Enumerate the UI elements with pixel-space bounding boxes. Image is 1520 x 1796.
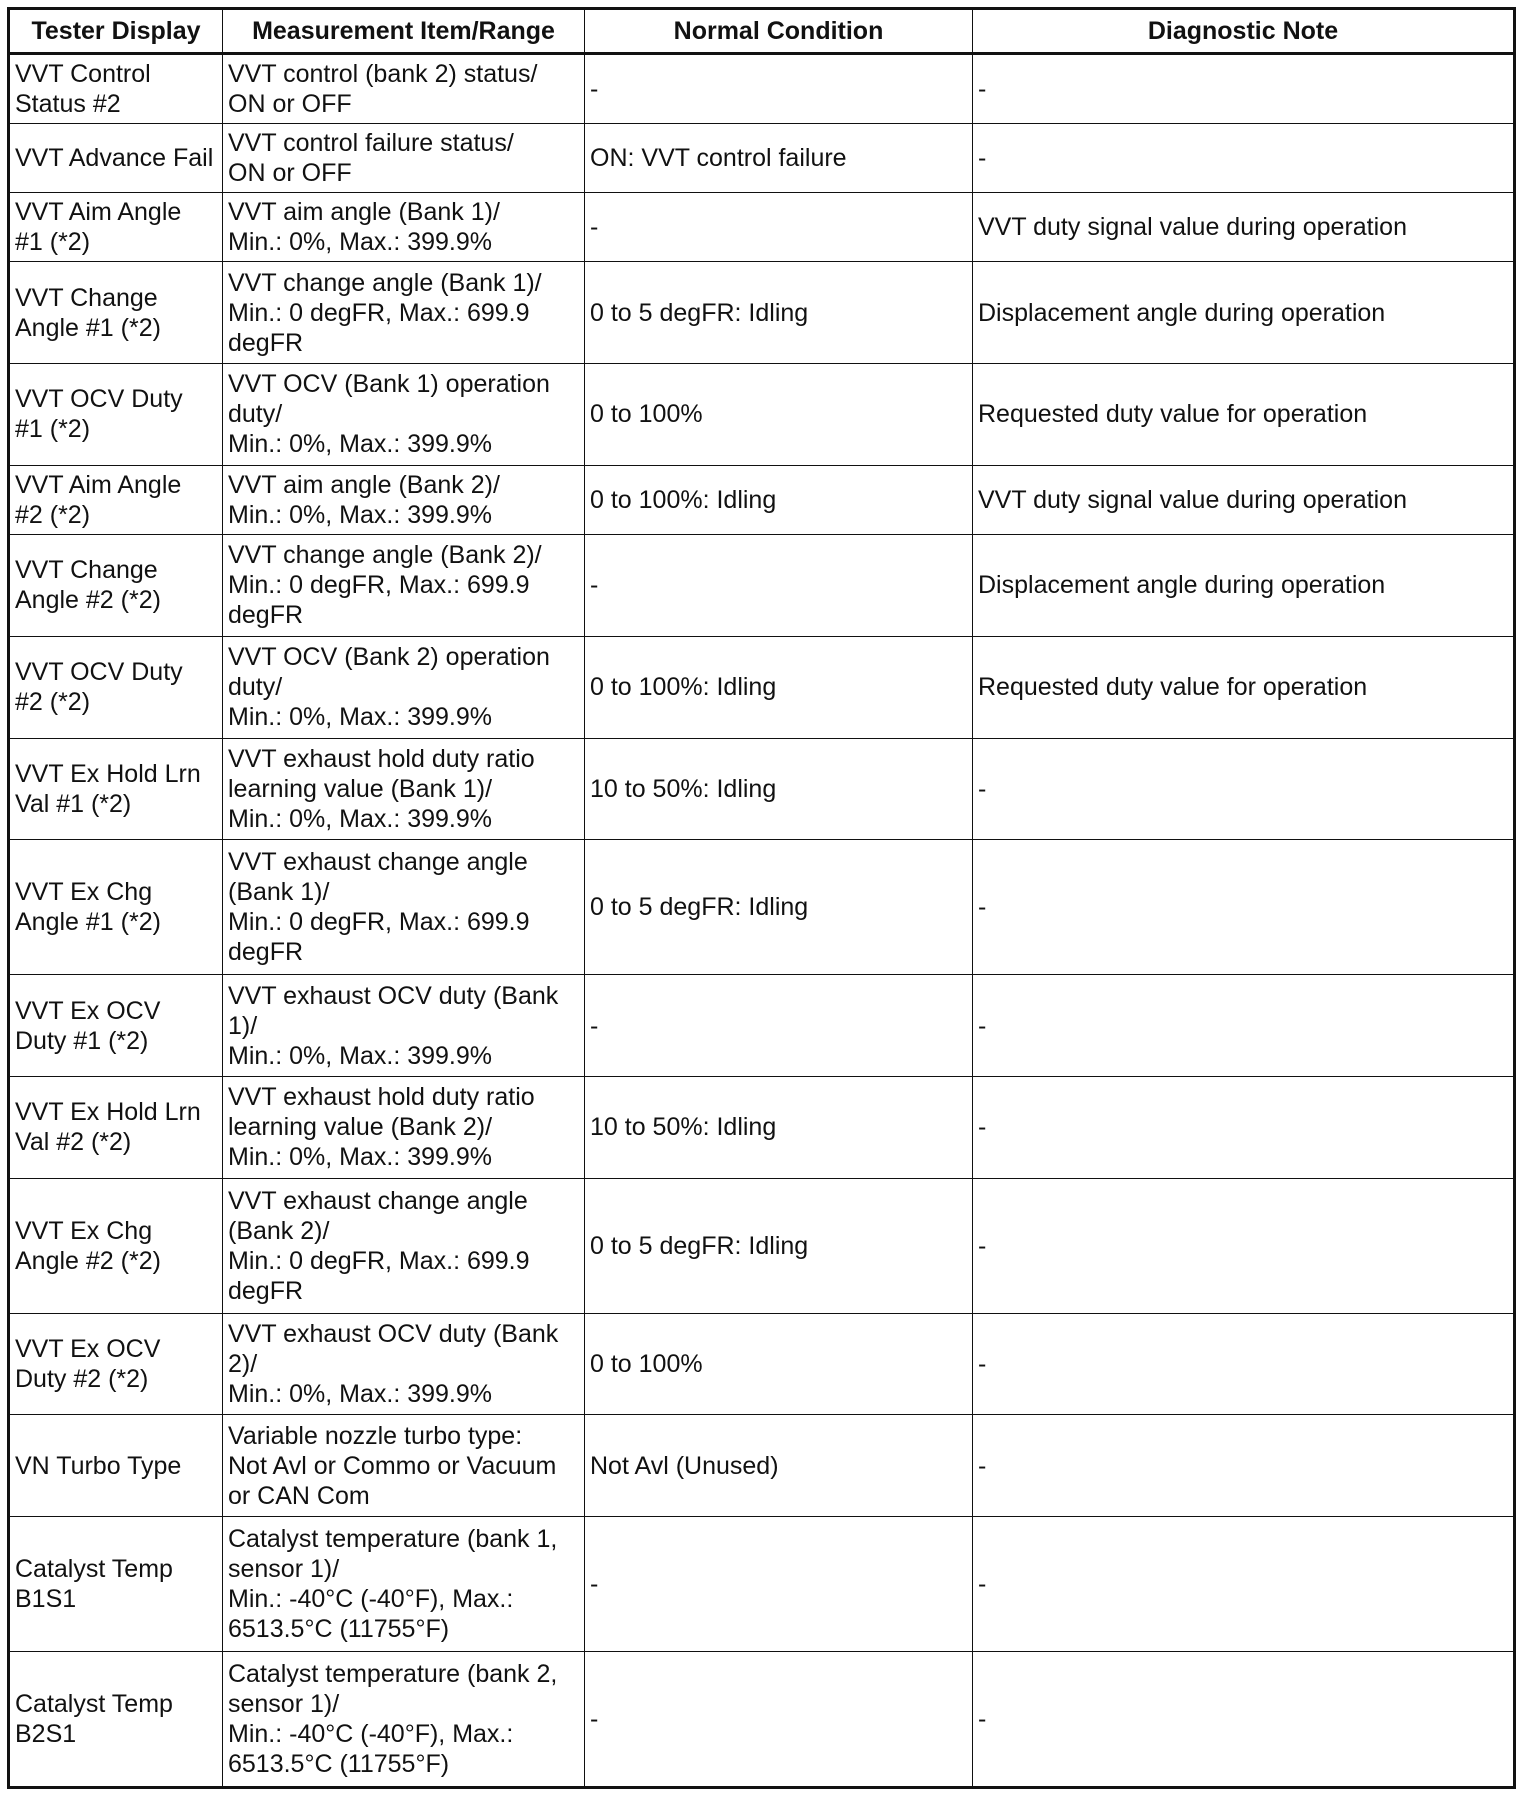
normal-condition-cell: - — [585, 54, 973, 124]
header-tester-display: Tester Display — [9, 9, 223, 54]
measurement-item-cell: VVT OCV (Bank 2) operation duty/ Min.: 0%, Max.: 399.9% — [223, 636, 585, 738]
table-row — [9, 124, 1515, 193]
normal-condition-cell: 0 to 100%: Idling — [585, 636, 973, 738]
tester-display-cell: VVT Ex Chg Angle #2 (*2) — [9, 1178, 223, 1313]
header-row — [9, 9, 1515, 54]
tester-display-cell: VVT Advance Fail — [9, 124, 223, 193]
normal-condition-cell: 0 to 5 degFR: Idling — [585, 1178, 973, 1313]
tester-display-cell: VVT Ex Hold Lrn Val #2 (*2) — [9, 1076, 223, 1178]
table-row — [9, 1415, 1515, 1517]
diagnostic-note-cell: - — [973, 840, 1515, 975]
table-row — [9, 1517, 1515, 1652]
measurement-item-cell: VVT exhaust change angle (Bank 1)/ Min.: 0 degFR, Max.: 699.9 degFR — [223, 840, 585, 975]
table-row — [9, 1313, 1515, 1415]
table-row — [9, 1178, 1515, 1313]
table-row — [9, 262, 1515, 364]
table-row — [9, 975, 1515, 1077]
measurement-item-cell: VVT change angle (Bank 2)/ Min.: 0 degFR, Max.: 699.9 degFR — [223, 534, 585, 636]
header-normal-condition: Normal Condition — [585, 9, 973, 54]
measurement-item-cell: VVT control (bank 2) status/ ON or OFF — [223, 54, 585, 124]
data-list-table — [7, 7, 1516, 1789]
measurement-item-cell: VVT exhaust hold duty ratio learning value (Bank 2)/ Min.: 0%, Max.: 399.9% — [223, 1076, 585, 1178]
tester-display-cell: VVT Ex Chg Angle #1 (*2) — [9, 840, 223, 975]
tester-display-cell: VVT OCV Duty #1 (*2) — [9, 363, 223, 465]
tester-display-cell: VVT Change Angle #1 (*2) — [9, 262, 223, 364]
diagnostic-note-cell: - — [973, 1651, 1515, 1787]
normal-condition-cell: Not Avl (Unused) — [585, 1415, 973, 1517]
tester-display-cell: VVT Aim Angle #2 (*2) — [9, 465, 223, 534]
diagnostic-note-cell: - — [973, 1313, 1515, 1415]
header-diagnostic-note: Diagnostic Note — [973, 9, 1515, 54]
measurement-item-cell: Catalyst temperature (bank 2, sensor 1)/ Min.: -40°C (-40°F), Max.: 6513.5°C (11755°F) — [223, 1651, 585, 1787]
diagnostic-note-cell: VVT duty signal value during operation — [973, 193, 1515, 262]
measurement-item-cell: VVT exhaust OCV duty (Bank 1)/ Min.: 0%, Max.: 399.9% — [223, 975, 585, 1077]
tester-display-cell: VVT OCV Duty #2 (*2) — [9, 636, 223, 738]
table-row — [9, 636, 1515, 738]
normal-condition-cell: 0 to 100%: Idling — [585, 465, 973, 534]
measurement-item-cell: VVT exhaust OCV duty (Bank 2)/ Min.: 0%, Max.: 399.9% — [223, 1313, 585, 1415]
tester-display-cell: VVT Ex OCV Duty #1 (*2) — [9, 975, 223, 1077]
normal-condition-cell: 0 to 5 degFR: Idling — [585, 840, 973, 975]
normal-condition-cell: 10 to 50%: Idling — [585, 738, 973, 840]
diagnostic-note-cell: - — [973, 1076, 1515, 1178]
tester-display-cell: VVT Ex OCV Duty #2 (*2) — [9, 1313, 223, 1415]
normal-condition-cell: - — [585, 534, 973, 636]
table-row — [9, 465, 1515, 534]
table-row — [9, 840, 1515, 975]
measurement-item-cell: VVT OCV (Bank 1) operation duty/ Min.: 0%, Max.: 399.9% — [223, 363, 585, 465]
diagnostic-note-cell: Displacement angle during operation — [973, 262, 1515, 364]
tester-display-cell: VVT Control Status #2 — [9, 54, 223, 124]
normal-condition-cell: 0 to 100% — [585, 363, 973, 465]
header-measurement-item: Measurement Item/Range — [223, 9, 585, 54]
table-row — [9, 54, 1515, 124]
diagnostic-note-cell: - — [973, 738, 1515, 840]
measurement-item-cell: VVT change angle (Bank 1)/ Min.: 0 degFR, Max.: 699.9 degFR — [223, 262, 585, 364]
diagnostic-note-cell: - — [973, 54, 1515, 124]
diagnostic-note-cell: Displacement angle during operation — [973, 534, 1515, 636]
normal-condition-cell: - — [585, 1651, 973, 1787]
measurement-item-cell: VVT exhaust change angle (Bank 2)/ Min.: 0 degFR, Max.: 699.9 degFR — [223, 1178, 585, 1313]
tester-display-cell: VN Turbo Type — [9, 1415, 223, 1517]
table-row — [9, 363, 1515, 465]
measurement-item-cell: VVT exhaust hold duty ratio learning value (Bank 1)/ Min.: 0%, Max.: 399.9% — [223, 738, 585, 840]
table-row — [9, 534, 1515, 636]
normal-condition-cell: - — [585, 975, 973, 1077]
diagnostic-note-cell: - — [973, 1517, 1515, 1652]
diagnostic-note-cell: - — [973, 1415, 1515, 1517]
measurement-item-cell: VVT aim angle (Bank 1)/ Min.: 0%, Max.: 399.9% — [223, 193, 585, 262]
table-row — [9, 193, 1515, 262]
table-row — [9, 1651, 1515, 1787]
tester-display-cell: Catalyst Temp B2S1 — [9, 1651, 223, 1787]
table-row — [9, 738, 1515, 840]
diagnostic-note-cell: - — [973, 124, 1515, 193]
normal-condition-cell: 10 to 50%: Idling — [585, 1076, 973, 1178]
table-body — [9, 54, 1515, 1788]
table-row — [9, 1076, 1515, 1178]
tester-display-cell: VVT Ex Hold Lrn Val #1 (*2) — [9, 738, 223, 840]
diagnostic-note-cell: - — [973, 1178, 1515, 1313]
normal-condition-cell: ON: VVT control failure — [585, 124, 973, 193]
tester-display-cell: VVT Aim Angle #1 (*2) — [9, 193, 223, 262]
measurement-item-cell: VVT aim angle (Bank 2)/ Min.: 0%, Max.: 399.9% — [223, 465, 585, 534]
tester-display-cell: Catalyst Temp B1S1 — [9, 1517, 223, 1652]
normal-condition-cell: 0 to 5 degFR: Idling — [585, 262, 973, 364]
measurement-item-cell: Variable nozzle turbo type: Not Avl or Commo or Vacuum or CAN Com — [223, 1415, 585, 1517]
diagnostic-note-cell: Requested duty value for operation — [973, 636, 1515, 738]
normal-condition-cell: - — [585, 1517, 973, 1652]
diagnostic-note-cell: Requested duty value for operation — [973, 363, 1515, 465]
normal-condition-cell: 0 to 100% — [585, 1313, 973, 1415]
diagnostic-note-cell: - — [973, 975, 1515, 1077]
tester-display-cell: VVT Change Angle #2 (*2) — [9, 534, 223, 636]
measurement-item-cell: Catalyst temperature (bank 1, sensor 1)/ Min.: -40°C (-40°F), Max.: 6513.5°C (11755°F) — [223, 1517, 585, 1652]
diagnostic-note-cell: VVT duty signal value during operation — [973, 465, 1515, 534]
measurement-item-cell: VVT control failure status/ ON or OFF — [223, 124, 585, 193]
normal-condition-cell: - — [585, 193, 973, 262]
